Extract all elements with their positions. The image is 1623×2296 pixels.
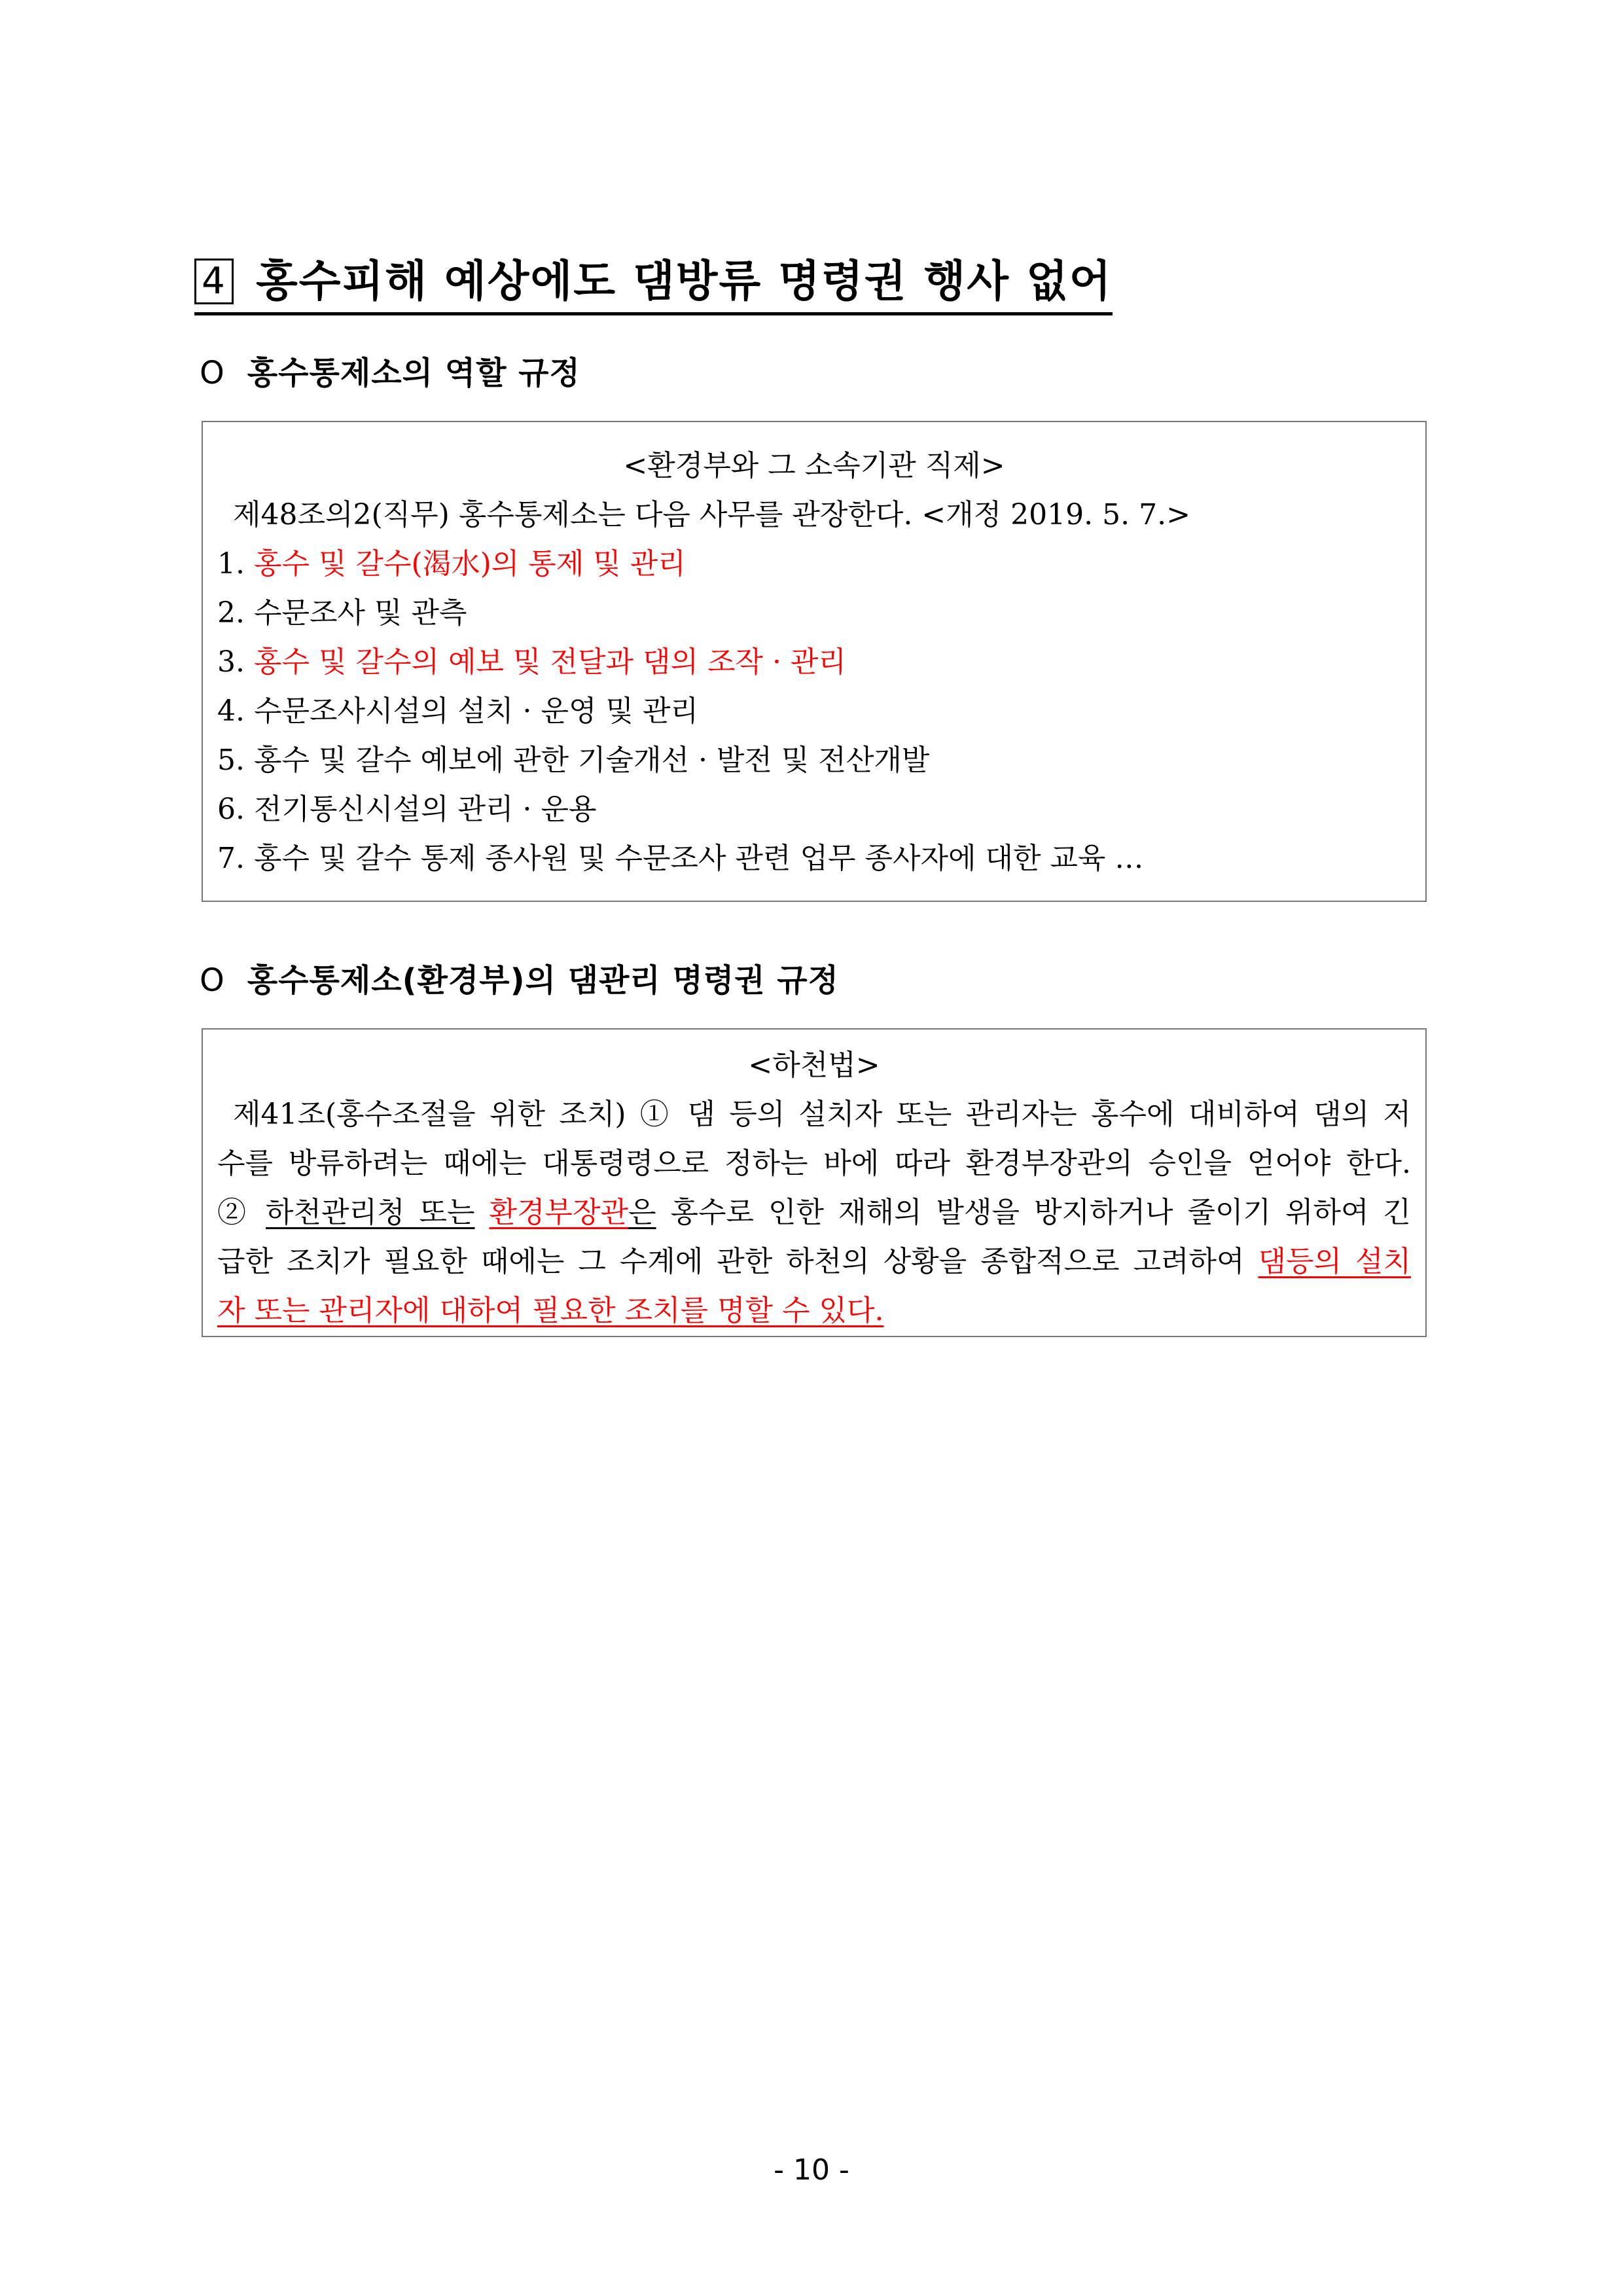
regulation-box-river-act	[202, 1028, 1427, 1337]
underlined-text: 하천관리청 또는	[265, 1196, 475, 1229]
list-item: 5. 홍수 및 갈수 예보에 관한 기술개선 · 발전 및 전산개발	[217, 744, 930, 777]
box-title: <하천법>	[748, 1049, 880, 1082]
section1-title-text: 홍수통제소의 역할 규정	[247, 355, 580, 391]
list-item: 3. 홍수 및 갈수의 예보 및 전달과 댐의 조작 · 관리	[217, 645, 846, 679]
highlighted-text: 댐등의 설치	[1258, 1245, 1411, 1278]
article-intro: 제48조의2(직무) 홍수통제소는 다음 사무를 관장한다. <개정 2019. 5. 7.>	[233, 498, 1190, 531]
list-item: 4. 수문조사시설의 설치 · 운영 및 관리	[217, 694, 698, 728]
regulation-box-ministry	[202, 421, 1427, 902]
page-number: - 10 -	[774, 2153, 849, 2187]
section2-title	[200, 960, 839, 1001]
highlighted-text: 환경부장관	[489, 1196, 629, 1229]
bullet-circle-icon: O	[200, 355, 225, 391]
section2-title-text: 홍수통제소(환경부)의 댐관리 명령권 규정	[247, 962, 840, 999]
article-line: 제41조(홍수조절을 위한 조치) ① 댐 등의 설치자 또는 관리자는 홍수에 대비하여 댐의 저	[233, 1098, 1411, 1131]
box-title: <환경부와 그 소속기관 직제>	[623, 449, 1005, 482]
page-heading	[194, 252, 1113, 315]
list-item: 6. 전기통신시설의 관리 · 운용	[217, 793, 597, 826]
article-line: ② 하천관리청 또는 환경부장관은 홍수로 인한 재해의 발생을 방지하거나 줄이기 위하여 긴	[217, 1196, 1411, 1229]
article-line: 수를 방류하려는 때에는 대통령령으로 정하는 바에 따라 환경부장관의 승인을 얻어야 한다.	[217, 1147, 1411, 1180]
list-item: 2. 수문조사 및 관측	[217, 596, 467, 630]
bullet-circle-icon: O	[200, 962, 225, 999]
section1-title	[200, 352, 580, 394]
highlighted-text: 자 또는 관리자에 대하여 필요한 조치를 명할 수 있다.	[217, 1294, 884, 1327]
heading-text: 홍수피해 예상에도 댐방류 명령권 행사 없어	[256, 256, 1113, 306]
list-item: 1. 홍수 및 갈수(渴水)의 통제 및 관리	[217, 547, 686, 581]
article-line: 급한 조치가 필요한 때에는 그 수계에 관한 하천의 상황을 종합적으로 고려하여 댐등의 설치	[217, 1245, 1411, 1278]
heading-number-box: 4	[194, 259, 234, 304]
list-item: 7. 홍수 및 갈수 통제 종사원 및 수문조사 관련 업무 종사자에 대한 교육 …	[217, 842, 1144, 875]
article-line	[203, 1286, 1425, 1335]
